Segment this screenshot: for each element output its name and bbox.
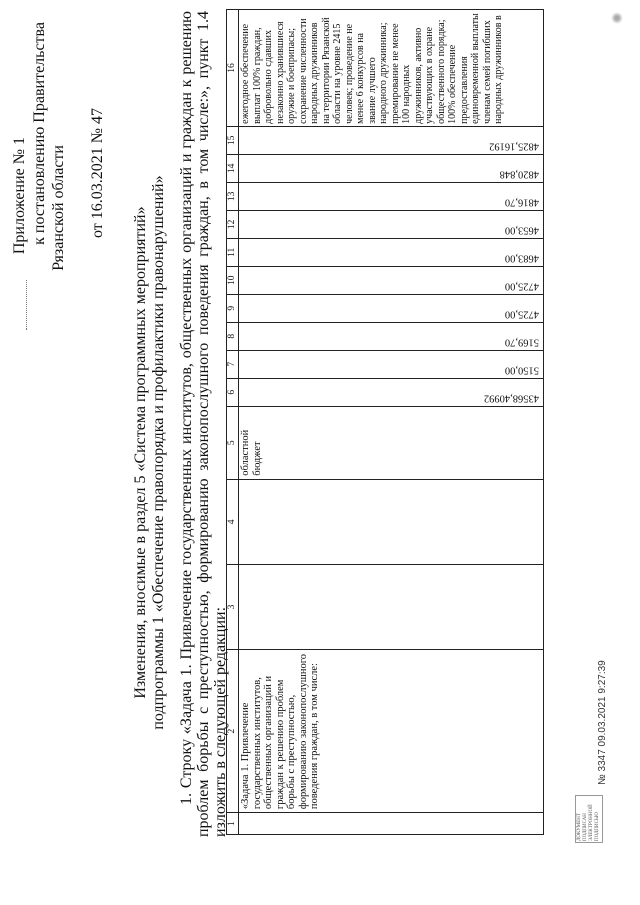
measures-table — [226, 9, 544, 835]
resolution-date: от 16.03.2021 № 47 — [89, 108, 106, 239]
column-header: 2 — [227, 650, 239, 813]
cell-amount-col11: 4683,00 — [239, 238, 544, 266]
column-header: 11 — [227, 238, 239, 266]
cell-amount-col12: 4653,00 — [239, 210, 544, 238]
cell-total-amount: 43568,40992 — [239, 378, 544, 406]
cell-col3 — [239, 564, 544, 649]
intro-text: 1. Строку «Задача 1. Привлечение государственных институтов, общественных организаций и граждан к решению проблем борьбы с преступностью, формированию законопослушного поведения граждан, в том числе:», пункт 1.4 изложить в следующей редакции: — [178, 11, 229, 837]
table-header-row — [227, 10, 239, 835]
table-row — [239, 10, 544, 835]
column-header: 6 — [227, 378, 239, 406]
appendix-number: Приложение № 1 — [11, 137, 28, 255]
cell-col4 — [239, 479, 544, 564]
intro-paragraph — [178, 11, 229, 837]
column-header: 3 — [227, 564, 239, 649]
column-header: 4 — [227, 479, 239, 564]
cell-amount-col14: 4820,848 — [239, 154, 544, 182]
cell-amount-col15: 4825,16192 — [239, 126, 544, 154]
region-name: Рязанской области — [50, 145, 67, 271]
column-header: 12 — [227, 210, 239, 238]
column-header: 14 — [227, 154, 239, 182]
document-title-line-2: подпрограммы 1 «Обеспечение правопорядка и профилактики правонарушений» — [150, 175, 167, 730]
column-header: 10 — [227, 266, 239, 294]
column-header: 13 — [227, 182, 239, 210]
handwritten-scribble — [12, 280, 27, 330]
column-header: 16 — [227, 10, 239, 127]
cell-task-name: «Задача 1. Привлечение государственных институтов, общественных организаций и граждан к решению проблем борьбы с преступностью, формированию законопослушного поведения граждан, в том числе: — [239, 650, 544, 813]
cell-amount-col7: 5150,00 — [239, 350, 544, 378]
column-header: 1 — [227, 813, 239, 835]
cell-expected-results: ежегодное обеспечение выплат 100% граждан, добровольно сдавших незаконно хранившиеся оружие и боеприпасы; сохранение численности народных дружинников на территории Рязанской области на уровне 2415 человек; проведение не менее 6 конкурсов на звание лучшего народного дружинника; премирование не менее 100 народных дружинников, активно участвующих в охране общественного порядка; 100% обеспечение предоставления единовременной выплаты членам семей погибших народных дружинников в — [239, 10, 544, 127]
cell-amount-col8: 5169,70 — [239, 322, 544, 350]
column-header: 15 — [227, 126, 239, 154]
electronic-signature-stamp: ДОКУМЕНТ ПОДПИСАН ЭЛЕКТРОННОЙ ПОДПИСЬЮ — [575, 795, 603, 843]
cell-number — [239, 813, 544, 835]
cell-amount-col9: 4725,00 — [239, 294, 544, 322]
scan-mark — [610, 11, 624, 25]
cell-funding-source: областной бюджет — [239, 406, 544, 479]
column-header: 9 — [227, 294, 239, 322]
cell-amount-col10: 4725,00 — [239, 266, 544, 294]
resolution-reference: к постановлению Правительства — [31, 22, 48, 245]
registration-note: № 3347 09.03.2021 9:27:39 — [597, 660, 608, 785]
column-header: 7 — [227, 350, 239, 378]
cell-amount-col13: 4816,70 — [239, 182, 544, 210]
column-header: 5 — [227, 406, 239, 479]
column-header: 8 — [227, 322, 239, 350]
document-title-line-1: Изменения, вносимые в раздел 5 «Система программных мероприятий» — [132, 206, 149, 699]
